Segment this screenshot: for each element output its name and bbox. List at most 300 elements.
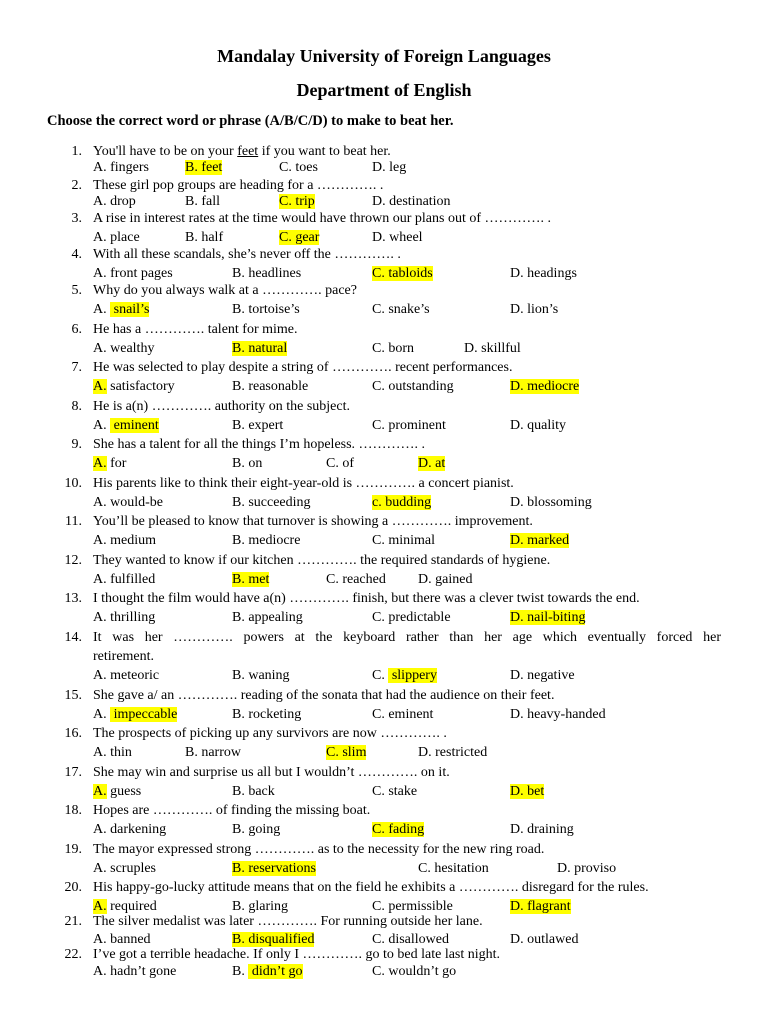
option-text: back <box>248 784 275 799</box>
question-item <box>0 359 768 394</box>
question-number: 18. <box>64 803 82 818</box>
question-text-line: retirement. <box>93 649 155 664</box>
option-4[interactable] <box>510 783 544 800</box>
question-item <box>0 398 768 433</box>
question-number: 15. <box>64 688 82 703</box>
question-item <box>0 210 768 245</box>
answer-highlight <box>510 784 544 799</box>
option-letter: D. <box>510 495 524 510</box>
option-3[interactable] <box>418 860 489 877</box>
question-number: 13. <box>64 591 82 606</box>
option-letter: A. <box>93 379 107 394</box>
option-text: hadn’t gone <box>110 964 177 979</box>
option-1[interactable] <box>93 744 132 761</box>
question-text: I’ve got a terrible headache. If only I …………. go to bed late last night. <box>93 947 501 962</box>
question-text: The mayor expressed strong …………. as to the necessity for the new ring road. <box>93 842 545 857</box>
option-2[interactable] <box>232 265 301 282</box>
option-text: front pages <box>110 266 173 281</box>
option-text: on <box>248 456 263 471</box>
option-letter: A. <box>93 668 107 683</box>
option-text: permissible <box>388 899 453 914</box>
answer-highlight <box>232 572 269 587</box>
question-item <box>0 629 768 683</box>
question-number: 9. <box>71 437 82 452</box>
option-4[interactable] <box>418 571 472 588</box>
option-letter: D. <box>372 194 386 209</box>
option-letter: B. <box>232 302 245 317</box>
option-text: thin <box>110 745 132 760</box>
option-letter: B. <box>232 861 245 876</box>
option-text: born <box>388 341 415 356</box>
option-text: quality <box>527 418 567 433</box>
option-text: meteoric <box>110 668 160 683</box>
question-number: 5. <box>71 283 82 298</box>
option-4[interactable] <box>418 744 487 761</box>
question-text: A rise in interest rates at the time would have thrown our plans out of …………. . <box>93 211 552 226</box>
option-text: mediocre <box>527 379 580 394</box>
question-number: 4. <box>71 247 82 262</box>
question-item <box>0 177 768 209</box>
option-4[interactable] <box>510 265 577 282</box>
option-text: fulfilled <box>110 572 156 587</box>
option-2[interactable] <box>232 783 275 800</box>
question-item <box>0 436 768 471</box>
underlined-word: feet <box>237 144 259 159</box>
option-3[interactable] <box>372 532 435 549</box>
question-item <box>0 321 768 356</box>
option-3[interactable] <box>372 667 437 684</box>
option-3[interactable] <box>372 783 417 800</box>
option-text: would-be <box>110 495 164 510</box>
question-number: 6. <box>71 322 82 337</box>
option-1[interactable] <box>93 494 163 511</box>
answer-highlight <box>110 418 159 433</box>
option-letter: D. <box>510 784 524 799</box>
department-title: Department of English <box>296 80 472 100</box>
option-letter: A. <box>93 707 107 722</box>
option-letter: A. <box>93 533 107 548</box>
option-text: destination <box>389 194 451 209</box>
option-text: darkening <box>110 822 167 837</box>
question-text: The prospects of picking up any survivors are now …………. . <box>93 726 447 741</box>
answer-highlight <box>110 707 177 722</box>
option-letter: C. <box>372 899 385 914</box>
question-item <box>0 246 768 281</box>
option-text: for <box>110 456 127 471</box>
question-item <box>0 590 768 625</box>
option-text: slippery <box>391 668 437 683</box>
option-letter: C. <box>326 572 339 587</box>
question-text: His happy-go-lucky attitude means that on the field he exhibits a …………. disregard for the rules. <box>93 880 649 895</box>
option-letter: C. <box>372 610 385 625</box>
option-text: slim <box>342 745 367 760</box>
question-item <box>0 687 768 722</box>
option-2[interactable] <box>232 860 316 877</box>
answer-highlight <box>510 610 585 625</box>
option-text: heavy-handed <box>527 707 606 722</box>
option-text: gear <box>295 230 320 245</box>
option-3[interactable] <box>372 706 433 723</box>
question-item <box>0 879 768 914</box>
question-number: 20. <box>64 880 82 895</box>
option-text: glaring <box>248 899 288 914</box>
option-text: snake’s <box>388 302 430 317</box>
question-text: She gave a/ an …………. reading of the sonata that had the audience on their feet. <box>93 688 555 703</box>
option-1[interactable] <box>93 378 175 395</box>
option-letter: A. <box>93 932 107 947</box>
option-2[interactable] <box>232 571 269 588</box>
question-item <box>0 552 768 587</box>
option-text: negative <box>527 668 575 683</box>
option-letter: D. <box>510 610 524 625</box>
option-text: place <box>110 230 140 245</box>
option-letter: A. <box>93 610 107 625</box>
answer-highlight <box>388 668 437 683</box>
option-letter: D. <box>418 745 432 760</box>
option-letter: C. <box>418 861 431 876</box>
question-text: You’ll be pleased to know that turnover is showing a …………. improvement. <box>93 514 533 529</box>
option-letter: A. <box>93 861 107 876</box>
option-1[interactable] <box>93 455 126 472</box>
option-1[interactable] <box>93 571 155 588</box>
option-text: thrilling <box>110 610 156 625</box>
answer-highlight <box>510 899 571 914</box>
option-letter: C. <box>372 784 385 799</box>
option-text: mediocre <box>248 533 301 548</box>
option-2[interactable] <box>185 159 222 176</box>
option-text: succeeding <box>248 495 311 510</box>
option-text: required <box>110 899 157 914</box>
option-letter: A. <box>93 822 107 837</box>
question-item <box>0 764 768 799</box>
question-text-end: if you want to beat her. <box>258 144 391 159</box>
option-text: draining <box>527 822 574 837</box>
option-3[interactable] <box>372 378 454 395</box>
option-text: banned <box>110 932 151 947</box>
option-text: half <box>201 230 224 245</box>
option-1[interactable] <box>93 193 136 210</box>
option-4[interactable] <box>510 494 592 511</box>
option-text: wealthy <box>110 341 155 356</box>
option-3[interactable] <box>372 821 424 838</box>
option-1[interactable] <box>93 159 149 176</box>
option-letter: A. <box>93 341 107 356</box>
question-item <box>0 946 768 979</box>
question-text: The silver medalist was later …………. For running outside her lane. <box>93 914 483 929</box>
answer-highlight <box>279 194 315 209</box>
option-text: proviso <box>574 861 617 876</box>
answer-highlight <box>326 745 366 760</box>
option-letter: B. <box>232 899 245 914</box>
question-item <box>0 513 768 548</box>
option-letter: A. <box>93 964 107 979</box>
option-letter: A. <box>93 745 107 760</box>
question-number: 14. <box>64 630 82 645</box>
option-text: headlines <box>248 266 302 281</box>
option-3[interactable] <box>372 963 456 980</box>
answer-highlight <box>232 341 287 356</box>
option-text: fingers <box>110 160 150 175</box>
question-item <box>0 802 768 837</box>
question-item <box>0 143 768 175</box>
university-title: Mandalay University of Foreign Languages <box>217 46 551 66</box>
option-letter: C. <box>372 668 385 683</box>
option-4[interactable] <box>418 455 445 472</box>
question-text: He is a(n) …………. authority on the subject. <box>93 399 351 414</box>
option-2[interactable] <box>232 494 311 511</box>
option-text: wheel <box>389 230 423 245</box>
option-letter: D. <box>510 418 524 433</box>
question-text-start: You'll have to be on your <box>93 144 238 159</box>
option-2[interactable] <box>232 455 262 472</box>
option-2[interactable] <box>232 532 300 549</box>
option-1[interactable] <box>93 609 155 626</box>
option-text: reached <box>342 572 386 587</box>
option-text: blossoming <box>527 495 592 510</box>
option-4[interactable] <box>510 378 579 395</box>
question-number: 7. <box>71 360 82 375</box>
option-2[interactable] <box>232 821 280 838</box>
option-text: restricted <box>435 745 488 760</box>
option-3[interactable] <box>279 159 318 176</box>
option-letter: C. <box>372 379 385 394</box>
option-text: trip <box>295 194 315 209</box>
option-letter: D. <box>510 822 524 837</box>
answer-highlight <box>185 160 222 175</box>
option-letter: D. <box>510 932 524 947</box>
option-1[interactable] <box>93 821 166 838</box>
option-letter: D. <box>418 456 432 471</box>
option-1[interactable] <box>93 860 156 877</box>
option-4[interactable] <box>464 340 521 357</box>
option-text: guess <box>110 784 142 799</box>
option-text: predictable <box>388 610 451 625</box>
option-letter: B. <box>232 610 245 625</box>
option-text: leg <box>389 160 407 175</box>
option-letter: D. <box>464 341 478 356</box>
question-number: 10. <box>64 476 82 491</box>
option-letter: D. <box>510 533 524 548</box>
option-4[interactable] <box>372 229 423 246</box>
option-letter: C. <box>372 964 385 979</box>
option-text: reservations <box>248 861 316 876</box>
question-number: 12. <box>64 553 82 568</box>
option-1[interactable] <box>93 340 154 357</box>
question-item <box>0 841 768 876</box>
option-text: going <box>248 822 281 837</box>
option-letter: D. <box>510 266 524 281</box>
question-number: 8. <box>71 399 82 414</box>
option-3[interactable] <box>326 571 386 588</box>
option-1[interactable] <box>93 229 140 246</box>
option-2[interactable] <box>232 963 303 980</box>
option-text: budding <box>385 495 432 510</box>
option-2[interactable] <box>232 340 287 357</box>
option-4[interactable] <box>510 417 566 434</box>
option-3[interactable] <box>372 417 446 434</box>
option-2[interactable] <box>185 744 241 761</box>
option-letter: B. <box>232 964 245 979</box>
option-letter: B. <box>232 495 245 510</box>
option-text: met <box>248 572 270 587</box>
option-letter: B. <box>232 533 245 548</box>
option-2[interactable] <box>232 301 300 318</box>
question-text: Why do you always walk at a …………. pace? <box>93 283 357 298</box>
option-letter: C. <box>372 302 385 317</box>
option-letter: D. <box>510 302 524 317</box>
question-text-line: It was her …………. powers at the keyboard rather than her age which eventually forced her <box>93 630 721 645</box>
option-text: lion’s <box>527 302 559 317</box>
option-2[interactable] <box>232 378 308 395</box>
option-letter: B. <box>232 456 245 471</box>
option-letter: D. <box>557 861 571 876</box>
option-1[interactable] <box>93 532 156 549</box>
option-letter: D. <box>510 707 524 722</box>
option-text: rocketing <box>248 707 302 722</box>
option-text: tabloids <box>388 266 433 281</box>
answer-highlight <box>510 379 579 394</box>
option-text: snail’s <box>113 302 150 317</box>
option-letter: B. <box>185 745 198 760</box>
option-text: disqualified <box>248 932 315 947</box>
question-text: These girl pop groups are heading for a …………. . <box>93 178 384 193</box>
option-1[interactable] <box>93 301 149 318</box>
option-3[interactable] <box>372 494 431 511</box>
question-item <box>0 913 768 947</box>
option-text: skillful <box>481 341 521 356</box>
question-item <box>0 282 768 317</box>
question-text <box>93 629 721 665</box>
question-text: She may win and surprise us all but I wouldn’t …………. on it. <box>93 765 450 780</box>
option-3[interactable] <box>372 265 433 282</box>
question-text: He was selected to play despite a string of …………. recent performances. <box>93 360 513 375</box>
option-letter: B. <box>185 194 198 209</box>
option-1[interactable] <box>93 667 159 684</box>
option-4[interactable] <box>372 193 451 210</box>
option-4[interactable] <box>557 860 616 877</box>
option-4[interactable] <box>510 609 585 626</box>
option-4[interactable] <box>510 821 574 838</box>
option-text: feet <box>201 160 223 175</box>
option-text: narrow <box>201 745 241 760</box>
option-text: eminent <box>113 418 159 433</box>
answer-highlight <box>232 861 316 876</box>
option-letter: D. <box>372 230 386 245</box>
option-1[interactable] <box>93 963 176 980</box>
option-text: drop <box>110 194 136 209</box>
option-1[interactable] <box>93 706 177 723</box>
option-text: impeccable <box>113 707 178 722</box>
option-letter: A. <box>93 194 107 209</box>
option-3[interactable] <box>372 609 451 626</box>
option-text: waning <box>248 668 290 683</box>
option-1[interactable] <box>93 417 159 434</box>
option-4[interactable] <box>372 159 406 176</box>
option-letter: B. <box>185 160 198 175</box>
question-number: 16. <box>64 726 82 741</box>
option-2[interactable] <box>232 417 283 434</box>
option-text: tortoise’s <box>248 302 300 317</box>
option-letter: A. <box>93 418 107 433</box>
option-letter: B. <box>232 418 245 433</box>
option-text: minimal <box>388 533 436 548</box>
option-text: hesitation <box>434 861 489 876</box>
option-3[interactable] <box>326 744 366 761</box>
option-text: headings <box>527 266 577 281</box>
option-letter: D. <box>510 899 524 914</box>
option-3[interactable] <box>372 301 430 318</box>
option-text: outlawed <box>527 932 579 947</box>
option-letter: C. <box>372 266 385 281</box>
option-letter: B. <box>232 668 245 683</box>
option-1[interactable] <box>93 783 141 800</box>
option-2[interactable] <box>185 229 223 246</box>
option-text: appealing <box>248 610 303 625</box>
instruction-text: Choose the correct word or phrase (A/B/C/D) to make to beat her. <box>47 113 454 129</box>
question-number: 17. <box>64 765 82 780</box>
option-letter: C. <box>279 160 292 175</box>
option-letter: C. <box>372 932 385 947</box>
question-number: 1. <box>71 144 82 159</box>
answer-highlight <box>248 964 302 979</box>
option-4[interactable] <box>510 532 569 549</box>
option-letter: B. <box>232 784 245 799</box>
option-text: stake <box>388 784 418 799</box>
option-3[interactable] <box>326 455 354 472</box>
option-3[interactable] <box>279 193 315 210</box>
option-text: gained <box>435 572 473 587</box>
option-text: toes <box>295 160 318 175</box>
option-4[interactable] <box>510 301 558 318</box>
option-letter: C. <box>372 418 385 433</box>
option-1[interactable] <box>93 265 173 282</box>
option-letter: c. <box>372 495 382 510</box>
option-text: disallowed <box>388 932 449 947</box>
answer-highlight <box>232 932 314 947</box>
option-text: outstanding <box>388 379 454 394</box>
option-2[interactable] <box>232 706 301 723</box>
question-text: His parents like to think their eight-year-old is …………. a concert pianist. <box>93 476 514 491</box>
option-letter: A. <box>93 572 107 587</box>
answer-highlight <box>372 495 431 510</box>
option-letter: B. <box>232 822 245 837</box>
option-text: marked <box>527 533 570 548</box>
option-text: bet <box>527 784 545 799</box>
option-letter: C. <box>372 822 385 837</box>
option-letter: B. <box>232 341 245 356</box>
option-3[interactable] <box>279 229 319 246</box>
option-text: at <box>435 456 446 471</box>
option-text: fading <box>388 822 425 837</box>
option-2[interactable] <box>185 193 220 210</box>
option-2[interactable] <box>232 609 303 626</box>
option-3[interactable] <box>372 340 414 357</box>
option-text: fall <box>201 194 220 209</box>
option-text: wouldn’t go <box>388 964 457 979</box>
option-letter: C. <box>372 341 385 356</box>
question-text: She has a talent for all the things I’m hopeless. …………. . <box>93 437 426 452</box>
question-item <box>0 475 768 510</box>
option-letter: D. <box>510 379 524 394</box>
option-2[interactable] <box>232 667 290 684</box>
question-number: 21. <box>64 914 82 929</box>
option-4[interactable] <box>510 667 575 684</box>
option-letter: C. <box>326 745 339 760</box>
option-letter: A. <box>93 899 107 914</box>
option-4[interactable] <box>510 706 606 723</box>
option-letter: A. <box>93 784 107 799</box>
option-letter: C. <box>326 456 339 471</box>
